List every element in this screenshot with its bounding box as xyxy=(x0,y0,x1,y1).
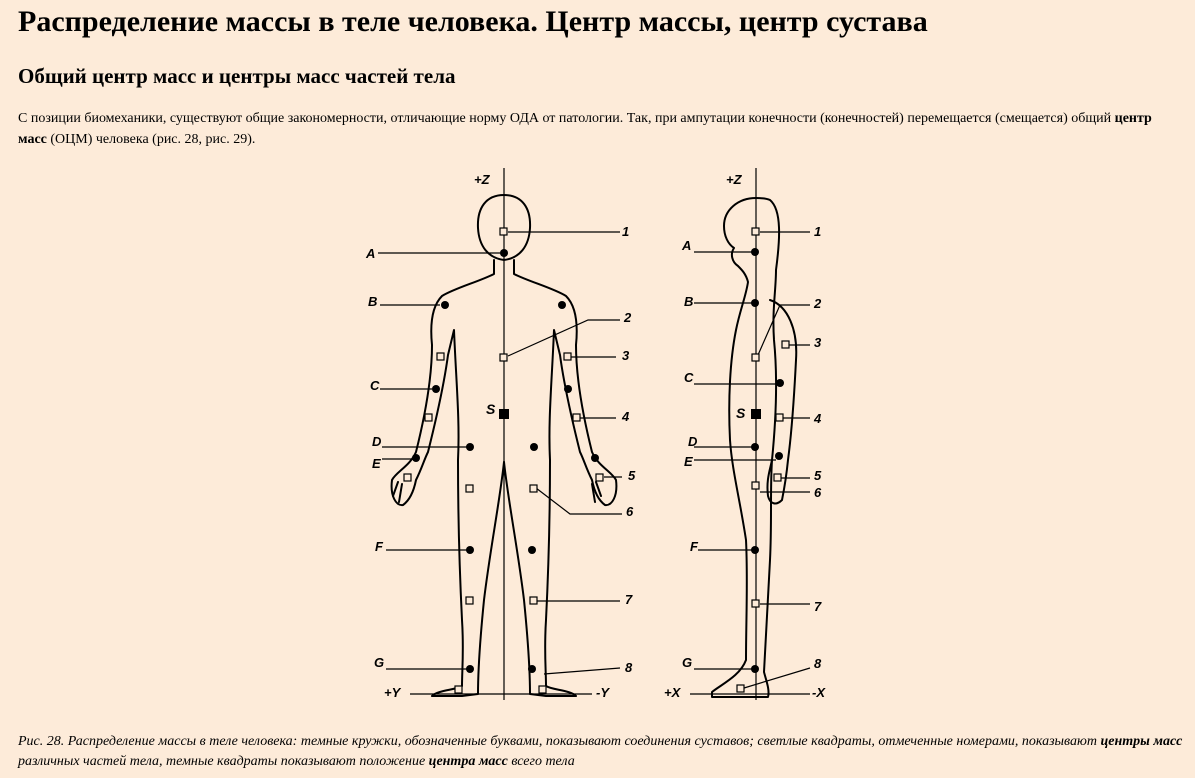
segment-square xyxy=(774,474,781,481)
front-joint-label-c: C xyxy=(370,378,380,393)
figure-caption xyxy=(18,732,1183,772)
segment-square xyxy=(530,485,537,492)
front-joint-label-g: G xyxy=(374,655,385,670)
side-segment-label-3: 3 xyxy=(814,335,822,350)
mass-distribution-figure xyxy=(0,160,1195,705)
caption-bold-term-1: центры масс xyxy=(1100,734,1183,749)
segment-square xyxy=(404,474,411,481)
joint-dot xyxy=(558,301,566,309)
segment-square xyxy=(596,474,603,481)
side-axis-left-label: +X xyxy=(664,685,681,700)
segment-square xyxy=(466,485,473,492)
side-axis-right-label: -X xyxy=(812,685,825,700)
intro-paragraph xyxy=(18,108,1178,150)
joint-dot xyxy=(441,301,449,309)
side-segment-label-6: 6 xyxy=(814,485,822,500)
joint-dot xyxy=(564,385,572,393)
segment-square xyxy=(437,353,444,360)
caption-text-3: всего тела xyxy=(507,754,575,769)
intro-bold-term: центр масс xyxy=(18,111,1152,147)
segment-square xyxy=(500,354,507,361)
joint-dot xyxy=(751,248,759,256)
caption-text-2: различных частей тела, темные квадраты показывают положение xyxy=(18,754,429,769)
front-segment-label-8: 8 xyxy=(625,660,633,675)
side-center-label: S xyxy=(736,405,746,421)
side-segment-label-5: 5 xyxy=(814,468,822,483)
joint-dot xyxy=(432,385,440,393)
center-of-mass-square xyxy=(499,409,509,419)
front-axis-right-label: -Y xyxy=(596,685,609,700)
joint-dot xyxy=(751,443,759,451)
side-segment-label-1: 1 xyxy=(814,224,822,239)
joint-dot xyxy=(751,665,759,673)
side-joint-label-c: C xyxy=(684,370,694,385)
front-joint-label-a: A xyxy=(366,246,376,261)
joint-dot xyxy=(591,454,599,462)
front-joint-label-e: E xyxy=(372,456,381,471)
segment-square xyxy=(782,341,789,348)
front-axis-z-label: +Z xyxy=(474,172,490,187)
joint-dot xyxy=(776,379,784,387)
segment-square xyxy=(752,228,759,235)
joint-dot xyxy=(412,454,420,462)
segment-square xyxy=(425,414,432,421)
front-axis-left-label: +Y xyxy=(384,685,401,700)
axis-lines xyxy=(410,168,810,700)
joint-dot xyxy=(528,665,536,673)
front-segment-label-3: 3 xyxy=(622,348,630,363)
caption-text-1: Рис. 28. Распределение массы в теле человека: темные кружки, обозначенные буквами, показывают соединения суставов; светлые квадраты, отмеченные номерами, показывают xyxy=(18,734,1101,749)
front-joint-label-d: D xyxy=(372,434,382,449)
joint-dot xyxy=(751,546,759,554)
segment-square xyxy=(776,414,783,421)
joint-dot xyxy=(530,443,538,451)
intro-text-1: С позиции биомеханики, существуют общие закономерности, отличающие норму ОДА от патологии. Так, при ампутации конечности (конечностей) перемещается (смещается) общий xyxy=(18,111,1115,126)
side-segment-label-7: 7 xyxy=(814,599,822,614)
caption-bold-term-2: центра масс xyxy=(428,754,508,769)
front-segment-label-5: 5 xyxy=(628,468,636,483)
front-center-label: S xyxy=(486,401,496,417)
segment-square xyxy=(500,228,507,235)
segment-square xyxy=(752,354,759,361)
joint-dot xyxy=(466,443,474,451)
front-joint-label-b: B xyxy=(368,294,378,309)
side-segment-label-4: 4 xyxy=(814,411,822,426)
front-segment-label-1: 1 xyxy=(622,224,630,239)
side-segment-label-8: 8 xyxy=(814,656,822,671)
joint-dot xyxy=(775,452,783,460)
side-joint-label-g: G xyxy=(682,655,693,670)
center-of-mass-square xyxy=(751,409,761,419)
segment-square xyxy=(752,600,759,607)
side-axis-z-label: +Z xyxy=(726,172,742,187)
segment-square xyxy=(564,353,571,360)
segment-square xyxy=(752,482,759,489)
joint-dot xyxy=(466,665,474,673)
joint-dot xyxy=(466,546,474,554)
front-joint-label-f: F xyxy=(375,539,383,554)
side-segment-label-2: 2 xyxy=(814,296,822,311)
page-title: Распределение массы в теле человека. Центр массы, центр сустава xyxy=(18,5,928,38)
front-segment-label-2: 2 xyxy=(624,310,632,325)
side-joint-label-a: A xyxy=(682,238,692,253)
side-joint-label-b: B xyxy=(684,294,694,309)
side-joint-label-f: F xyxy=(690,539,698,554)
side-joint-label-e: E xyxy=(684,454,693,469)
front-segment-label-7: 7 xyxy=(625,592,633,607)
side-joint-label-d: D xyxy=(688,434,698,449)
intro-text-2: (ОЦМ) человека (рис. 28, рис. 29). xyxy=(46,132,256,147)
front-segment-label-4: 4 xyxy=(622,409,630,424)
segment-square xyxy=(530,597,537,604)
front-segment-label-6: 6 xyxy=(626,504,634,519)
joint-dot xyxy=(751,299,759,307)
segment-square xyxy=(737,685,744,692)
section-subtitle: Общий центр масс и центры масс частей тела xyxy=(18,64,456,88)
joint-dot xyxy=(528,546,536,554)
segment-square xyxy=(466,597,473,604)
segment-square xyxy=(573,414,580,421)
segment-square xyxy=(539,686,546,693)
segment-square xyxy=(455,686,462,693)
joint-dot xyxy=(500,249,508,257)
